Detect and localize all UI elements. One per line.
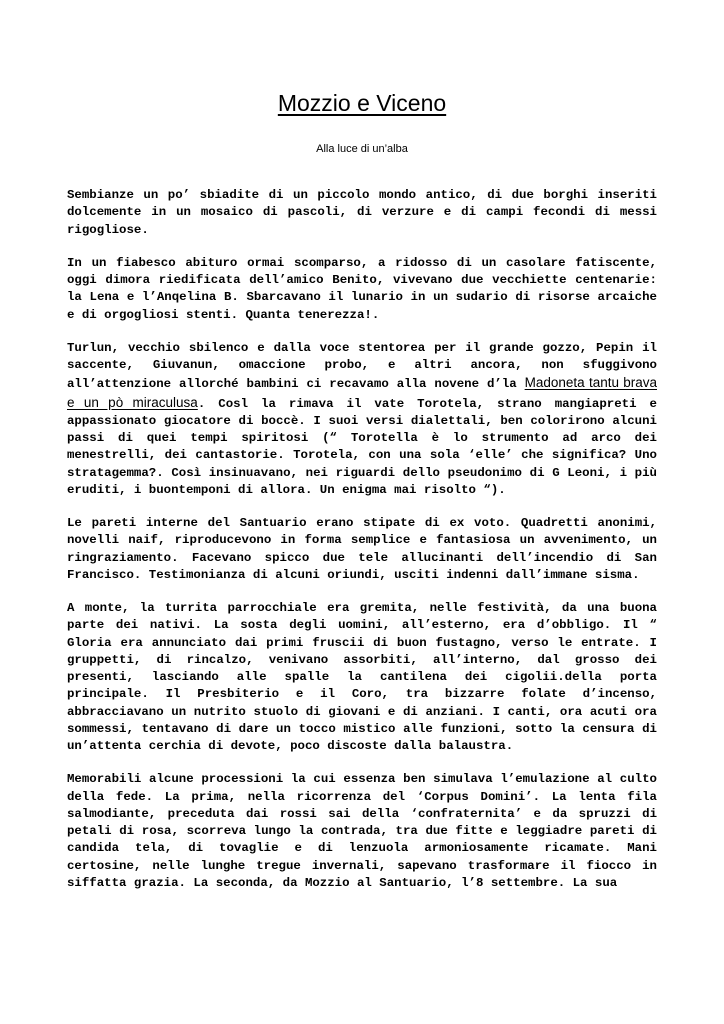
paragraph: Sembianze un po’ sbiadite di un piccolo mondo antico, di due borghi inseriti dolcemente in un mosaico di pascoli, di verzure e di campi fecondi di messi rigogliose.: [67, 188, 657, 237]
document-body: [67, 187, 657, 908]
paragraph: Le pareti interne del Santuario erano stipate di ex voto. Quadretti anonimi, novelli naif, riproducevono in forma semplice e fantasiosa un avvenimento, un ringraziamento. Facevano spicco due tele allucinanti dell’incendio di San Francisco. Testimonianza di alcuni oriundi, usciti indenni dall’immane sisma.: [67, 516, 657, 582]
paragraph-text: Turlun, vecchio sbilenco e dalla voce stentorea per il grande gozzo, Pepin il saccente, Giuvanun, omaccione probo, e altri ancora, non sfuggivono all’attenzione allorché bambini ci recavamo alla novene d’la: [67, 340, 657, 392]
paragraph: In un fiabesco abituro ormai scomparso, a ridosso di un casolare fatiscente, oggi dimora riedificata dell’amico Benito, vivevano due vecchiette centenarie: la Lena e l’Anqelina B. Sbarcavano il lunario in un sudario di risorse arcaiche e di orgogliosi stenti. Quanta tenerezza!.: [67, 255, 657, 322]
paragraph: A monte, la turrita parrocchiale era gremita, nelle festività, da una buona parte dei nativi. La sosta degli uomini, all’esterno, era d’obbligo. Il “ Gloria era annunciato dai primi fruscii di buon fustagno, verso le entrate. I gruppetti, di rincalzo, venivano assorbiti, all’interno, dal grosso dei presenti, lasciando alle spalle la cantilena dei cigolii.della porta principale. Il Presbiterio e il Coro, tra bizzarre folate d’incenso, abbracciavano un nutrito stuolo di giovani e di anziani. I canti, ora acuti ora sommessi, tentavano di dare un tocco mistico alle funzioni, sotto la censura di un’attenta cerchia di devote, poco discoste dalla balaustra.: [67, 601, 657, 753]
document-title: Mozzio e Viceno: [277, 90, 447, 116]
paragraph: Memorabili alcune processioni la cui essenza ben simulava l’emulazione al culto della fede. La prima, nella ricorrenza del ‘Corpus Domini’. La lenta fila salmodiante, preceduta dai rossi sai della ‘confraternita’ e da spruzzi di petali di rosa, scorreva lungo la contrada, tra due fitte e leggiadre pareti di candida tela, di tovaglie e di lenzuola armoniosamente ricamate. Mani certosine, nelle lunghe tregue invernali, sapevano trasformare il fiocco in siffatta grazia. La seconda, da Mozzio al Santuario, l’8 settembre. La sua: [67, 772, 657, 890]
paragraph: [67, 340, 657, 499]
paragraph-text: . Cosl la rimava il vate Torotela, strano mangiapreti e appassionato giocatore di boccè. I suoi versi dialettali, ben colorirono alcuni passi di quei tempi spiritosi (“ Torotella è lo strumento ad arco dei menestrelli, dei cantastorie. Torotela, con una sola ‘elle’ che significa? Uno stratagemma?. Così insinuavano, nei riguardi dello pseudonimo di G Leoni, i più eruditi, i buontemponi di allora. Un enigma mai risolto “).: [67, 396, 657, 497]
underlined-quote: Madoneta tantu brava e un pò miraculusa: [67, 375, 657, 410]
document-subtitle: Alla luce di un’alba: [316, 143, 408, 155]
